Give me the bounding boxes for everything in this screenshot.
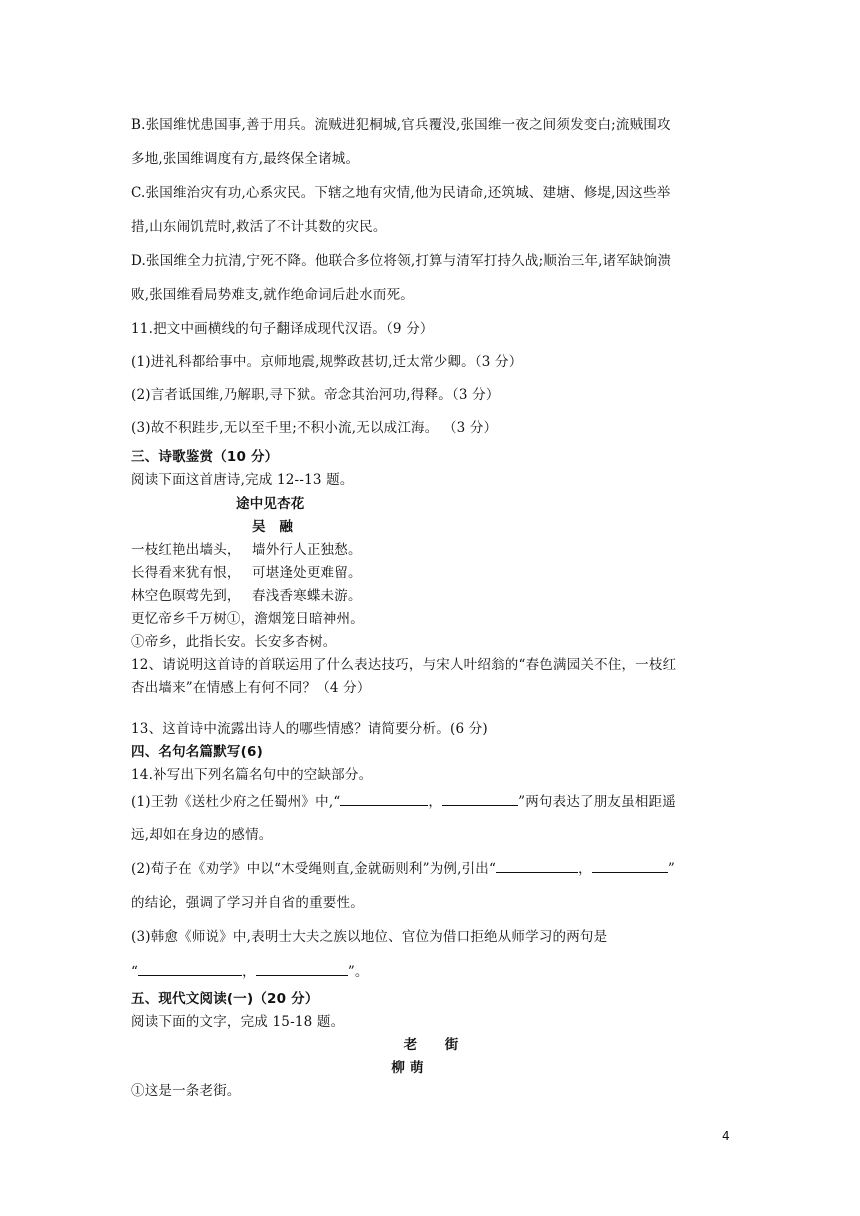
q14-2-suffix: ” — [667, 861, 675, 877]
essay-title: 老 街 — [403, 1037, 459, 1053]
q14-3-separator: ， — [242, 964, 256, 980]
section-3-heading: 三、诗歌鉴赏（10 分） — [131, 449, 279, 465]
q14-2-separator: ， — [578, 861, 592, 877]
answer-blank[interactable] — [442, 793, 518, 806]
section-5-intro: 阅读下面的文字，完成 15-18 题。 — [131, 1014, 345, 1030]
question-11-part-2: (2)言者诋国维,乃解职,寻下狱。帝念其治河功,得释。（3 分） — [131, 387, 500, 403]
answer-blank[interactable] — [138, 963, 242, 976]
q14-1-separator: ， — [428, 794, 443, 810]
poem-line-2: 长得看来犹有恨， 可堪逢处更难留。 — [131, 565, 362, 581]
question-12-line-1: 12、请说明这首诗的首联运用了什么表达技巧，与宋人叶绍翁的“春色满园关不住，一枝红 — [131, 657, 677, 673]
essay-author: 柳 萌 — [391, 1060, 424, 1076]
poem-line-1: 一枝红艳出墙头， 墙外行人正独愁。 — [131, 542, 362, 558]
poem-author: 吴 融 — [252, 519, 294, 535]
poem-title: 途中见杏花 — [236, 496, 305, 512]
option-d-line-2: 败,张国维看局势难支,就作绝命词后赴水而死。 — [131, 287, 414, 303]
question-14-part-2-cont: 的结论，强调了学习并自省的重要性。 — [131, 895, 364, 911]
option-b-line-2: 多地,张国维调度有方,最终保全诸城。 — [131, 151, 360, 167]
question-14-part-3: (3)韩愈《师说》中,表明士大夫之族以地位、官位为借口拒绝从师学习的两句是 — [131, 929, 608, 945]
section-5-heading: 五、现代文阅读(一)（20 分） — [131, 991, 319, 1007]
q14-3-open-quote: “ — [131, 964, 139, 980]
q14-1-suffix: ”两句表达了朋友虽相距遥 — [518, 794, 676, 810]
answer-blank[interactable] — [340, 793, 428, 806]
question-14-part-2 — [131, 857, 741, 877]
option-d-line-1: D.张国维全力抗清,宁死不降。他联合多位将领,打算与清军打持久战;顺治三年,诸军缺饷溃 — [131, 253, 672, 269]
question-12-line-2: 杏出墙来”在情感上有何不同？（4 分） — [131, 680, 371, 696]
answer-blank[interactable] — [256, 963, 348, 976]
question-11-part-1: (1)进礼科都给事中。京师地震,规弊政甚切,迁太常少卿。（3 分） — [131, 354, 523, 370]
section-3-intro: 阅读下面这首唐诗,完成 12--13 题。 — [131, 472, 354, 488]
poem-line-4: 更忆帝乡千万树①，澹烟笼日暗神州。 — [131, 611, 364, 627]
poem-line-3: 林空色暝莺先到， 春浅香寒蝶未游。 — [131, 588, 362, 604]
poem-footnote: ①帝乡，此指长安。长安多杏树。 — [131, 634, 337, 650]
question-14: 14.补写出下列名篇名句中的空缺部分。 — [131, 767, 373, 783]
q14-1-prefix: (1)王勃《送杜少府之任蜀州》中,“ — [131, 794, 341, 810]
q14-3-close-quote: ”。 — [347, 964, 369, 980]
question-13: 13、这首诗中流露出诗人的哪些情感？请简要分析。(6 分) — [131, 721, 488, 737]
q14-2-prefix: (2)荀子在《劝学》中以“木受绳则直,金就砺则利”为例,引出“ — [131, 861, 497, 877]
page-number: 4 — [722, 1129, 730, 1143]
option-c-line-2: 措,山东闹饥荒时,救活了不计其数的灾民。 — [131, 219, 387, 235]
option-b-line-1: B.张国维忧患国事,善于用兵。流贼进犯桐城,官兵覆没,张国维一夜之间须发变白;流贼围攻 — [131, 117, 671, 133]
question-14-part-1 — [131, 790, 741, 810]
answer-blank[interactable] — [592, 860, 668, 873]
answer-blank[interactable] — [496, 860, 578, 873]
question-11: 11.把文中画横线的句子翻译成现代汉语。（9 分） — [131, 321, 434, 337]
section-4-heading: 四、名句名篇默写(6) — [131, 744, 263, 760]
question-14-part-3-answer — [131, 960, 741, 980]
question-11-part-3: (3)故不积跬步,无以至千里;不积小流,无以成江海。 （3 分） — [131, 420, 498, 436]
question-14-part-1-cont: 远,却如在身边的感情。 — [131, 827, 273, 843]
essay-paragraph-1: ①这是一条老街。 — [131, 1083, 241, 1099]
option-c-line-1: C.张国维治灾有功,心系灾民。下辖之地有灾情,他为民请命,还筑城、建塘、修堤,因这些举 — [131, 185, 671, 201]
